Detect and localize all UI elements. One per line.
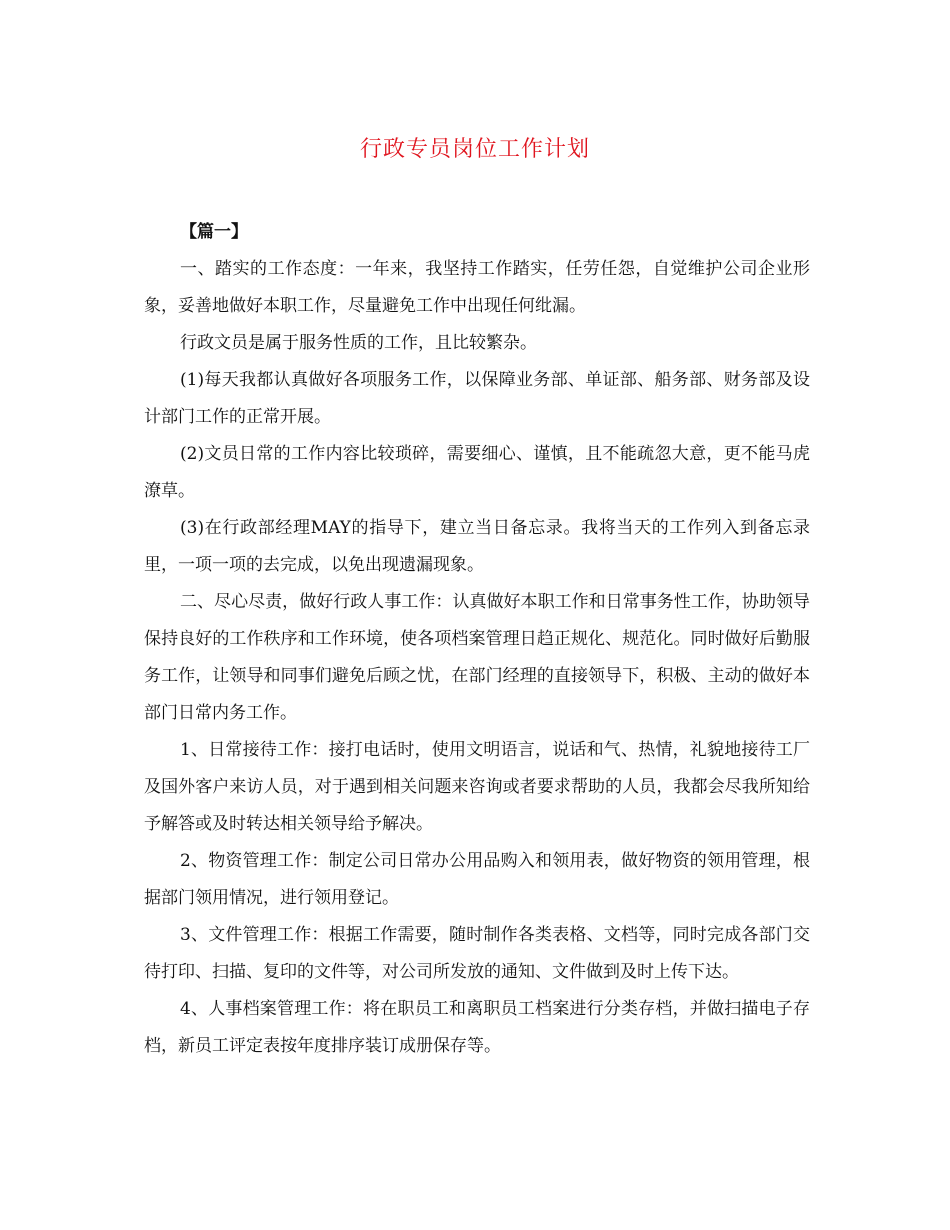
- paragraph: (2)文员日常的工作内容比较琐碎，需要细心、谨慎，且不能疏忽大意，更不能马虎潦草。: [144, 444, 810, 501]
- paragraph: 一、踏实的工作态度：一年来，我坚持工作踏实，任劳任怨，自觉维护公司企业形象，妥善地做好本职工作，尽量避免工作中出现任何纰漏。: [144, 259, 810, 316]
- document-body: [144, 214, 810, 1065]
- paragraph: 2、物资管理工作：制定公司日常办公用品购入和领用表，做好物资的领用管理，根据部门领用情况，进行领用登记。: [144, 851, 810, 908]
- paragraph: 4、人事档案管理工作：将在职员工和离职员工档案进行分类存档，并做扫描电子存档，新员工评定表按年度排序装订成册保存等。: [144, 999, 810, 1056]
- paragraph: (1)每天我都认真做好各项服务工作，以保障业务部、单证部、船务部、财务部及设计部门工作的正常开展。: [144, 370, 810, 427]
- paragraph: 3、文件管理工作：根据工作需要，随时制作各类表格、文档等，同时完成各部门交待打印、扫描、复印的文件等，对公司所发放的通知、文件做到及时上传下达。: [144, 925, 810, 982]
- document-title: 行政专员岗位工作计划: [359, 137, 590, 162]
- paragraph: 行政文员是属于服务性质的工作，且比较繁杂。: [180, 333, 537, 353]
- paragraph: (3)在行政部经理MAY的指导下，建立当日备忘录。我将当天的工作列入到备忘录里，一项一项的去完成，以免出现遗漏现象。: [144, 518, 810, 575]
- section-heading: 【篇一】: [180, 222, 248, 242]
- paragraph: 二、尽心尽责，做好行政人事工作：认真做好本职工作和日常事务性工作，协助领导保持良好的工作秩序和工作环境，使各项档案管理日趋正规化、规范化。同时做好后勤服务工作，让领导和同事们避免后顾之忧，在部门经理的直接领导下，积极、主动的做好本部门日常内务工作。: [144, 592, 810, 723]
- paragraph: 1、日常接待工作：接打电话时，使用文明语言，说话和气、热情，礼貌地接待工厂及国外客户来访人员，对于遇到相关问题来咨询或者要求帮助的人员，我都会尽我所知给予解答或及时转达相关领导给予解决。: [144, 740, 810, 834]
